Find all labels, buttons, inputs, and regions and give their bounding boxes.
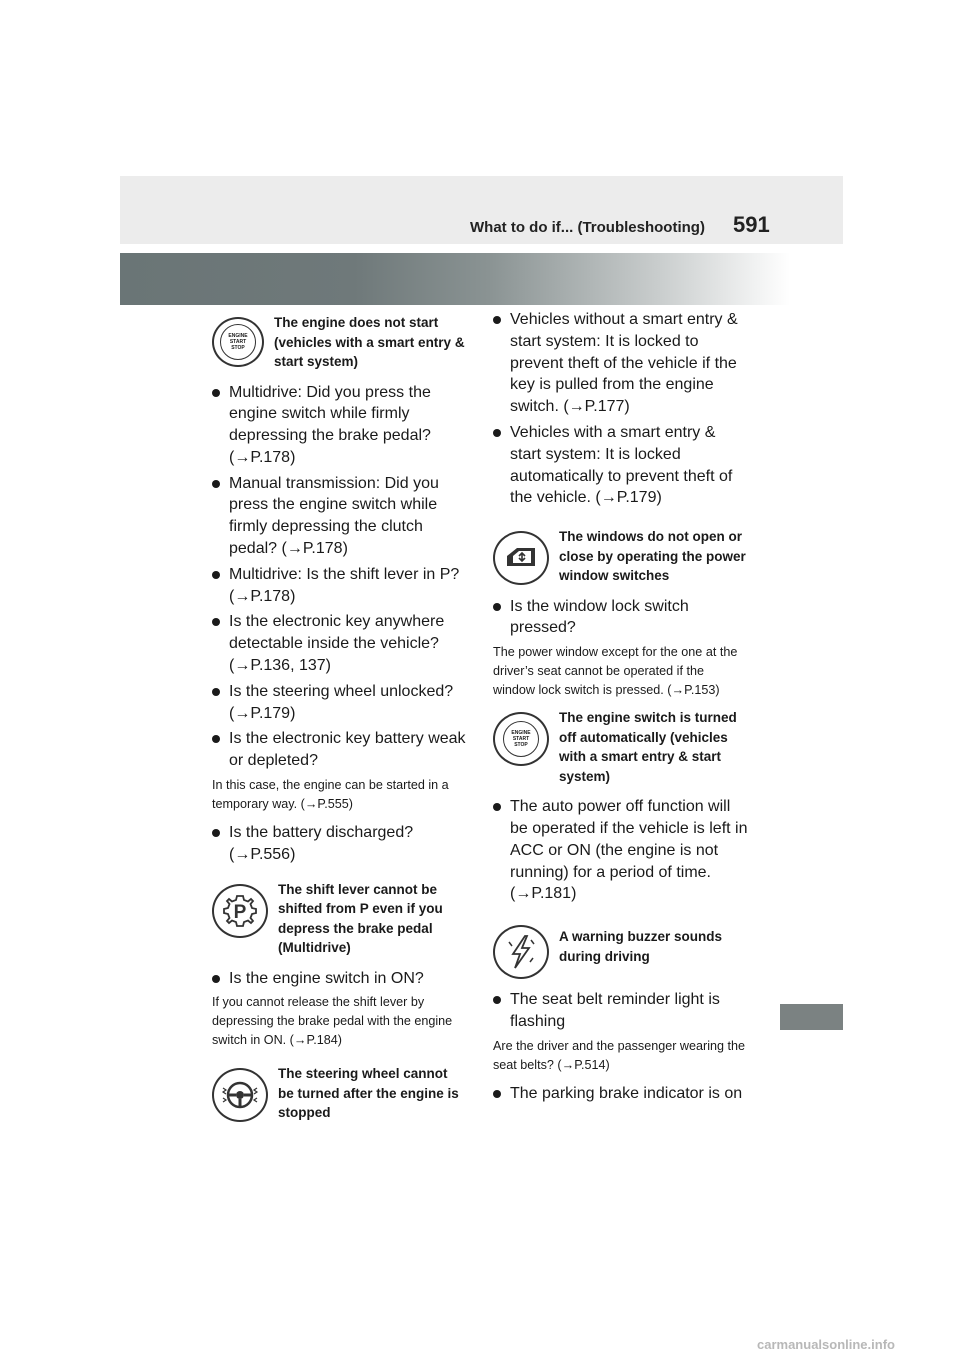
gear-letter: P	[233, 901, 247, 923]
section-shift-lever	[212, 880, 467, 958]
lightning-shape	[501, 932, 541, 972]
section-warning-buzzer	[493, 921, 748, 979]
right-column	[493, 305, 748, 1109]
bullet-item: The parking brake indicator is on	[493, 1083, 748, 1105]
icon-label: ENGINE	[228, 333, 248, 339]
icon-label: STOP	[514, 742, 528, 749]
chapter-side-tab	[780, 1004, 843, 1030]
icon-label: START	[512, 736, 530, 743]
window-switch-shape	[501, 538, 541, 578]
icon-label: START	[229, 339, 247, 345]
bullet-item: Is the steering wheel unlocked? (→P.179)	[212, 681, 467, 725]
icon-label: ENGINE	[511, 730, 531, 737]
icon-label: STOP	[231, 345, 245, 351]
section-steering-wheel	[212, 1064, 467, 1123]
left-column	[212, 305, 467, 1133]
section-power-windows	[493, 527, 748, 586]
section-title: The engine switch is turned off automatically (vehicles with a smart entry & start system)	[559, 710, 737, 784]
section-title: The engine does not start (vehicles with a smart entry & start system)	[274, 315, 465, 369]
site-watermark: carmanualsonline.info	[757, 1337, 895, 1352]
warning-buzzer-icon	[493, 925, 549, 979]
shift-p-gear-icon	[212, 884, 268, 938]
section-engine-does-not-start	[212, 313, 467, 372]
section-title: A warning buzzer sounds during driving	[559, 929, 723, 964]
note-text: The power window except for the one at the driver’s seat cannot be operated if the window lock switch is pressed. (→P.153)	[493, 645, 738, 698]
bullet-item: Manual transmission: Did you press the engine switch while firmly depressing the clutch pedal? (→P.178)	[212, 473, 467, 560]
bullet-item: Is the window lock switch pressed?	[493, 596, 748, 640]
bullet-item: Multidrive: Is the shift lever in P? (→P.178)	[212, 564, 467, 608]
section-title: The shift lever cannot be shifted from P even if you depress the brake pedal (Multidrive)	[278, 881, 443, 956]
note-text: Are the driver and the passenger wearing the seat belts? (→P.514)	[493, 1038, 746, 1072]
note-text: If you cannot release the shift lever by depressing the brake pedal with the engine switch in ON. (→P.184)	[212, 995, 453, 1048]
page-number: 591	[733, 212, 770, 237]
bullet-item: Is the engine switch in ON?	[212, 968, 467, 990]
bullet-item: Vehicles without a smart entry & start system: It is locked to prevent theft of the vehicle if the key is pulled from the engine switch. (→P.177)	[493, 309, 748, 418]
bullet-item: Is the electronic key anywhere detectable inside the vehicle? (→P.136, 137)	[212, 611, 467, 676]
engine-start-stop-icon	[212, 317, 264, 367]
bullet-item: Is the electronic key battery weak or depleted?	[212, 728, 467, 772]
engine-start-stop-icon	[493, 712, 549, 766]
bullet-item: Is the battery discharged? (→P.556)	[212, 822, 467, 866]
bullet-item: Multidrive: Did you press the engine switch while firmly depressing the brake pedal? (→P.178)	[212, 382, 467, 469]
page-header-title: What to do if... (Troubleshooting)	[470, 219, 705, 236]
section-title: The steering wheel cannot be turned after the engine is stopped	[278, 1066, 459, 1121]
note-text: In this case, the engine can be started in a temporary way. (→P.555)	[212, 778, 449, 812]
header-gradient-bar	[120, 253, 790, 305]
steering-wheel-shape	[219, 1074, 261, 1116]
bullet-item: Vehicles with a smart entry & start system: It is locked automatically to prevent theft of the vehicle. (→P.179)	[493, 422, 748, 509]
gear-shape	[220, 891, 260, 931]
power-window-icon	[493, 531, 549, 585]
section-engine-switch-off	[493, 708, 748, 786]
bullet-item: The auto power off function will be operated if the vehicle is left in ACC or ON (the engine is not running) for a period of time. (→P.181)	[493, 796, 748, 905]
bullet-item: The seat belt reminder light is flashing	[493, 989, 748, 1033]
steering-wheel-icon	[212, 1068, 268, 1122]
section-title: The windows do not open or close by operating the power window switches	[559, 529, 746, 584]
